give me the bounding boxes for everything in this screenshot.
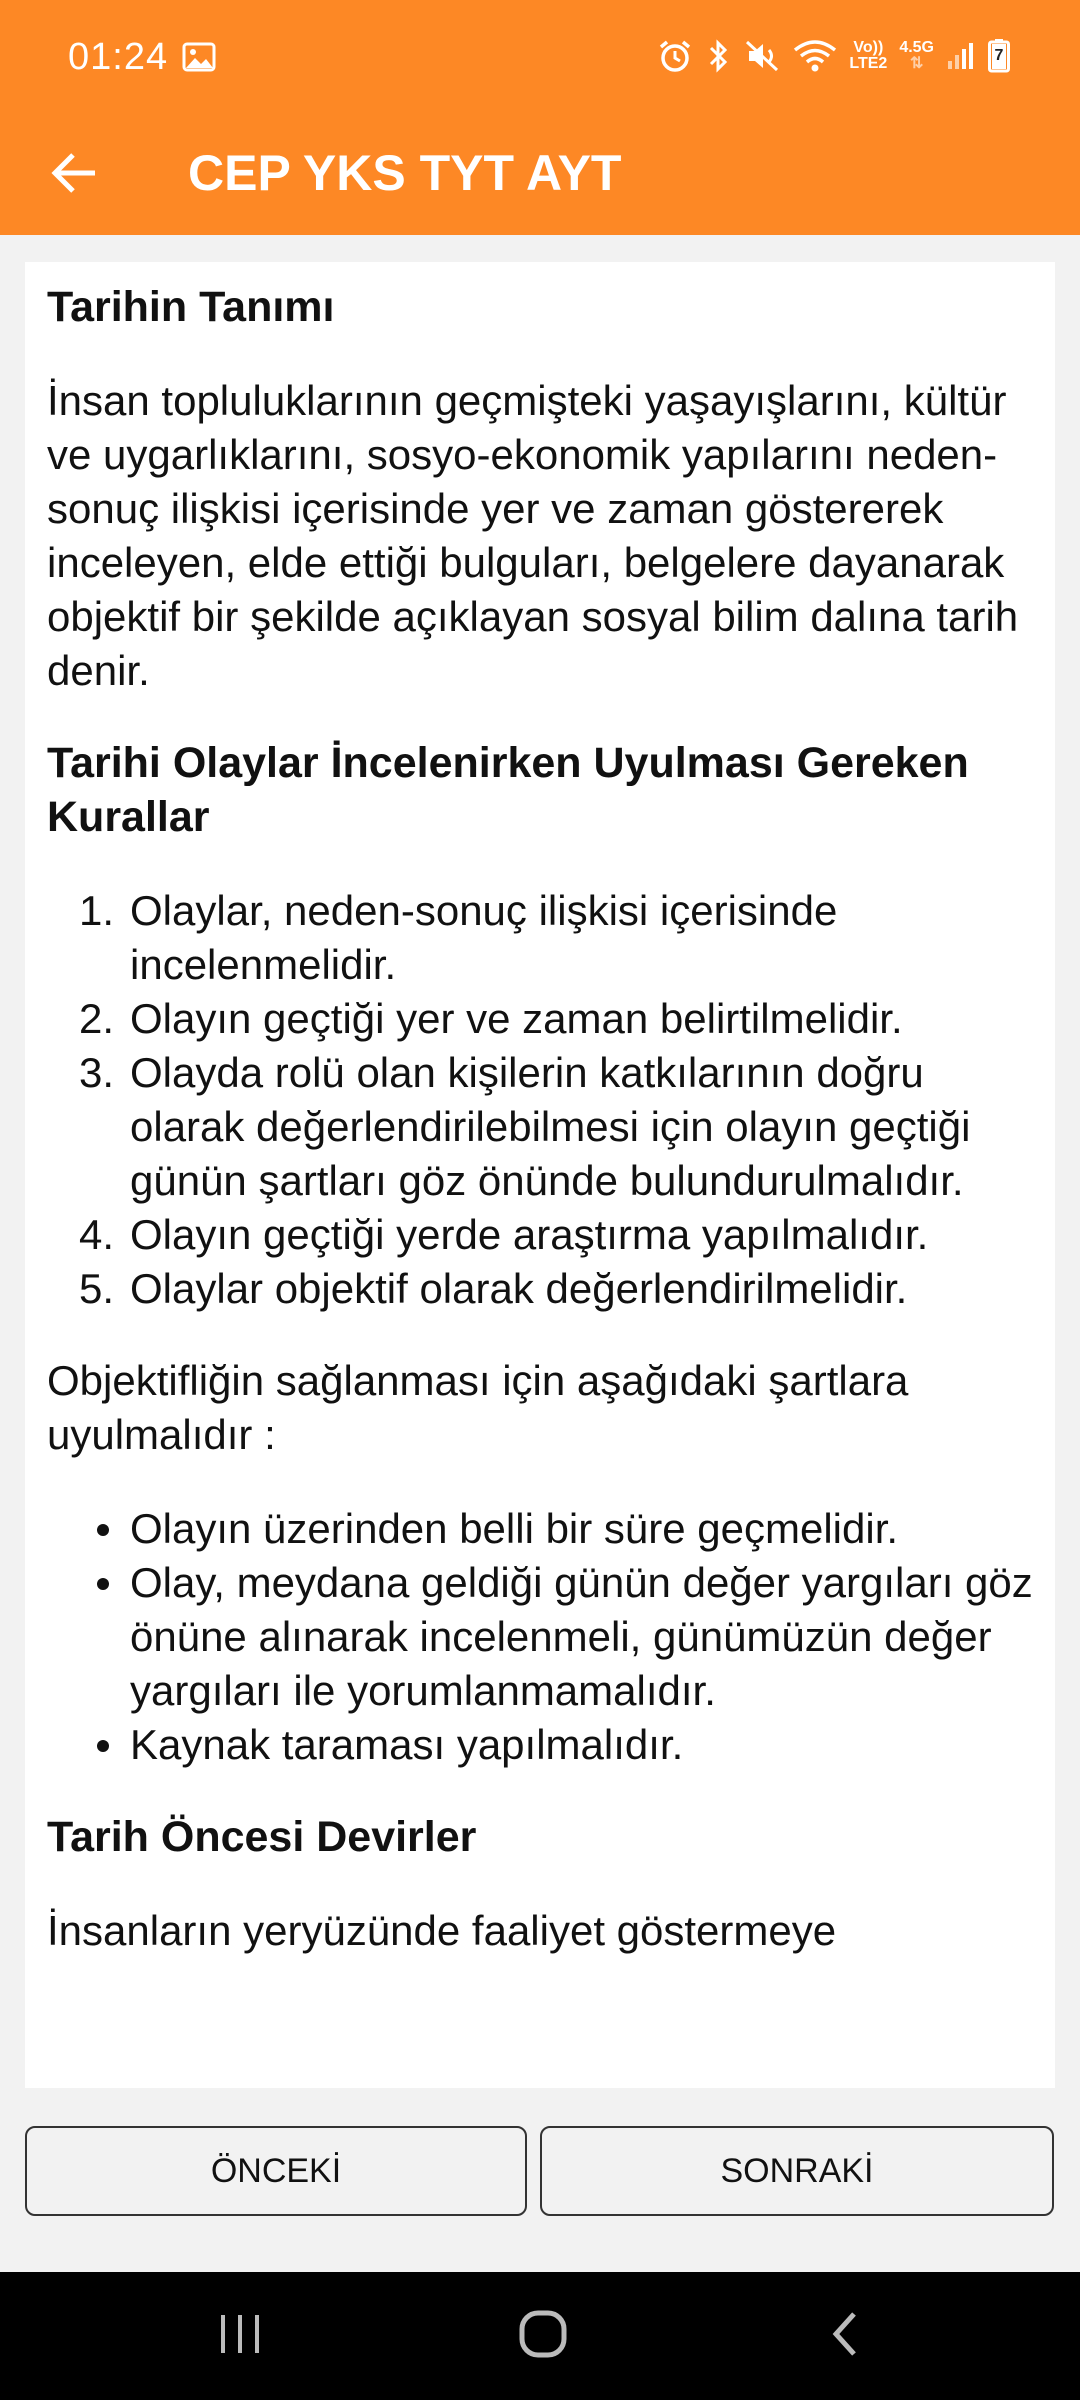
home-icon: [518, 2309, 568, 2364]
list-item: 1. Olaylar, neden-sonuç ilişkisi içerisinde incelenmelidir.: [79, 887, 838, 988]
list-item: Kaynak taraması yapılmalıdır.: [47, 1718, 1033, 1772]
signal-icon: [946, 41, 976, 71]
status-icons: [657, 38, 1010, 74]
objectivity-intro: Objektifliğin sağlanması için aşağıdaki şartlara uyulmalıdır :: [47, 1357, 909, 1458]
next-button[interactable]: SONRAKİ: [540, 2126, 1054, 2216]
rules-list: [47, 884, 1033, 1316]
status-time: 01:24: [68, 36, 169, 78]
image-icon: [182, 42, 216, 77]
battery-level: 7: [994, 47, 1004, 64]
recents-button[interactable]: [200, 2304, 280, 2368]
app-title: CEP YKS TYT AYT: [188, 145, 622, 201]
bullet-icon: [97, 1578, 109, 1590]
list-item: 5. Olaylar objektif olarak değerlendirilmelidir.: [79, 1265, 908, 1312]
list-item: 4. Olayın geçtiği yerde araştırma yapılmalıdır.: [79, 1211, 929, 1258]
bluetooth-icon: [705, 38, 733, 74]
chevron-left-icon: [828, 2310, 862, 2363]
back-button[interactable]: [40, 140, 110, 210]
recents-icon: [217, 2313, 263, 2360]
status-bar: [0, 0, 1080, 120]
definition-paragraph: İnsan topluluklarının geçmişteki yaşayışlarını, kültür ve uygarlıklarını, sosyo-ekonomik yapılarını neden-sonuç ilişkisi içerisinde yer ve zaman göstererek inceleyen, elde ettiği bulguları, belgelere dayanarak objektif bir şekilde açıklayan sosyal bilim dalına tarih denir.: [47, 377, 1019, 694]
data-type-label: 4.5G ⇅: [899, 39, 934, 72]
section-title: Tarihin Tanımı: [47, 283, 335, 331]
mute-icon: [745, 38, 781, 74]
list-item: 3. Olayda rolü olan kişilerin katkılarının doğru olarak değerlendirilebilmesi için olayın geçtiği günün şartları göz önünde bulundurulmalıdır.: [79, 1049, 971, 1204]
arrow-left-icon: [51, 152, 99, 199]
list-item: Olay, meydana geldiği günün değer yargıları göz önüne alınarak incelenmeli, günümüzün değer yargıları ile yorumlanmamalıdır.: [47, 1556, 1033, 1718]
objectivity-list: [47, 1502, 1033, 1772]
system-nav-bar: [0, 2272, 1080, 2400]
app-bar: [0, 120, 1080, 235]
alarm-icon: [657, 38, 693, 74]
home-button[interactable]: [503, 2304, 583, 2368]
prehistory-paragraph: İnsanların yeryüzünde faaliyet göstermeye: [47, 1907, 837, 1954]
wifi-icon: [793, 38, 837, 74]
list-item: Olayın üzerinden belli bir süre geçmelidir.: [47, 1502, 1033, 1556]
list-item: 2. Olayın geçtiği yer ve zaman belirtilmelidir.: [79, 995, 903, 1042]
section-title: Tarih Öncesi Devirler: [47, 1813, 477, 1861]
battery-icon: [988, 39, 1010, 73]
bullet-icon: [97, 1524, 109, 1536]
content-scroll-area[interactable]: [25, 262, 1055, 2088]
section-title: Tarihi Olaylar İncelenirken Uyulması Gereken Kurallar: [47, 739, 969, 841]
previous-button[interactable]: ÖNCEKİ: [25, 2126, 527, 2216]
system-back-button[interactable]: [805, 2304, 885, 2368]
network-type-label: Vo)) LTE2: [849, 39, 888, 72]
bullet-icon: [97, 1740, 109, 1752]
